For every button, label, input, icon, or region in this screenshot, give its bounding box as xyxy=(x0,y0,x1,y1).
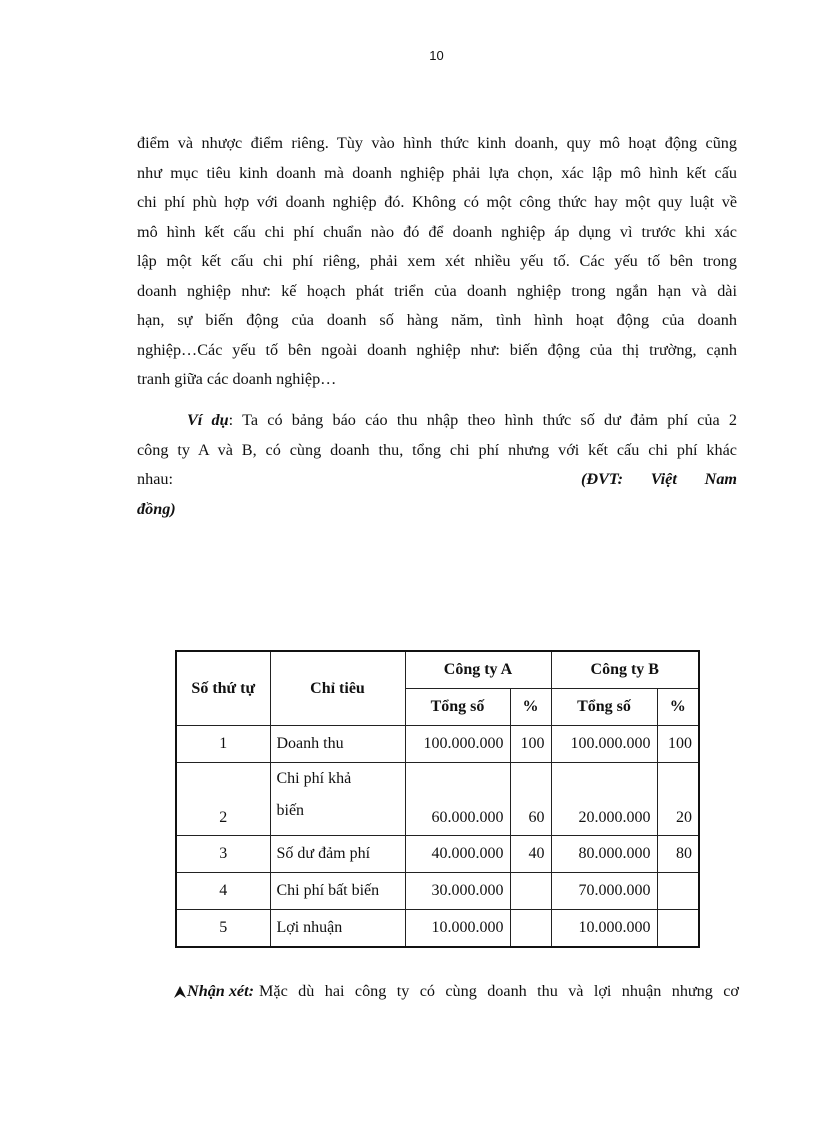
example-line xyxy=(137,465,737,495)
cell-a-total: 100.000.000 xyxy=(405,726,510,763)
cell-b-percent: 80 xyxy=(657,836,699,873)
paragraph-line: điểm và nhược điểm riêng. Tùy vào hình thức kinh doanh, quy mô hoạt động cũng xyxy=(137,134,737,152)
example-paragraph xyxy=(137,406,737,524)
header-a-percent: % xyxy=(510,689,551,726)
cell-label: Chi phí bất biến xyxy=(270,873,405,910)
paragraph-line: tranh giữa các doanh nghiệp… xyxy=(137,370,337,388)
table-header-row xyxy=(176,651,699,689)
cell-a-percent: 40 xyxy=(510,836,551,873)
cell-b-percent: 100 xyxy=(657,726,699,763)
cell-stt: 4 xyxy=(176,873,270,910)
header-chitieu: Chỉ tiêu xyxy=(270,651,405,726)
paragraph-line: mô hình kết cấu chi phí chuẩn nào đó để doanh nghiệp áp dụng vì trước khi xác xyxy=(137,222,737,241)
paragraph-line: hạn, sự biến động của doanh số hàng năm, tình hình hoạt động của doanh xyxy=(137,311,737,329)
cell-label: Lợi nhuận xyxy=(270,910,405,948)
remark-text: Mặc dù hai công ty có cùng doanh thu và lợi nhuận nhưng cơ xyxy=(259,982,739,1000)
cell-b-percent xyxy=(657,873,699,910)
table-row xyxy=(176,726,699,763)
paragraph-line: lập một kết cấu chi phí riêng, phải xem xét nhiều yếu tố. Các yếu tố bên trong xyxy=(137,252,737,270)
cell-stt: 5 xyxy=(176,910,270,948)
cell-stt: 1 xyxy=(176,726,270,763)
cell-label: Doanh thu xyxy=(270,726,405,763)
cell-b-total: 10.000.000 xyxy=(551,910,657,948)
cell-b-total: 70.000.000 xyxy=(551,873,657,910)
table-row xyxy=(176,763,699,836)
cell-a-percent: 100 xyxy=(510,726,551,763)
example-line: công ty A và B, có cùng doanh thu, tổng chi phí nhưng với kết cấu chi phí khác xyxy=(137,440,737,459)
header-stt: Số thứ tự xyxy=(176,651,270,726)
header-company-a: Công ty A xyxy=(405,651,551,689)
cell-b-total: 20.000.000 xyxy=(551,763,657,836)
cell-a-total: 10.000.000 xyxy=(405,910,510,948)
example-label: Ví dụ xyxy=(187,411,229,429)
cell-a-total: 30.000.000 xyxy=(405,873,510,910)
cell-b-total: 80.000.000 xyxy=(551,836,657,873)
cell-label-line: biến xyxy=(276,802,305,819)
header-a-total: Tổng số xyxy=(405,689,510,726)
unit-word: Việt xyxy=(650,470,677,488)
cell-a-percent: 60 xyxy=(510,763,551,836)
cell-a-total: 60.000.000 xyxy=(405,763,510,836)
cell-a-percent xyxy=(510,910,551,948)
income-statement-table xyxy=(175,650,700,948)
table-row xyxy=(176,873,699,910)
cell-b-total: 100.000.000 xyxy=(551,726,657,763)
cell-a-total: 40.000.000 xyxy=(405,836,510,873)
page-number: 10 xyxy=(429,48,444,63)
cell-b-percent xyxy=(657,910,699,948)
example-line xyxy=(137,406,737,436)
remark-line xyxy=(187,982,739,1001)
cell-label xyxy=(270,763,405,836)
unit-word: Nam xyxy=(704,470,737,488)
table-row xyxy=(176,836,699,873)
remark-label: Nhận xét: xyxy=(187,982,255,1000)
paragraph-line: như mục tiêu kinh doanh mà doanh nghiệp phải lựa chọn, xác lập mô hình kết cấu xyxy=(137,163,737,182)
table-row xyxy=(176,910,699,948)
paragraph-line: chi phí phù hợp với doanh nghiệp đó. Không có một công thức hay một quy luật về xyxy=(137,193,737,211)
paragraph-line: doanh nghiệp như: kế hoạch phát triển của doanh nghiệp trong ngắn hạn và dài xyxy=(137,281,737,300)
cell-b-percent: 20 xyxy=(657,763,699,836)
cell-stt: 3 xyxy=(176,836,270,873)
cell-stt: 2 xyxy=(176,763,270,836)
paragraph-line: nghiệp…Các yếu tố bên ngoài doanh nghiệp như: biến động của thị trường, cạnh xyxy=(137,340,737,359)
header-company-b: Công ty B xyxy=(551,651,699,689)
unit-word: (ĐVT: xyxy=(581,470,623,488)
example-line-text: : Ta có bảng báo cáo thu nhập theo hình thức số dư đảm phí của 2 xyxy=(228,411,737,429)
example-line-text: nhau: xyxy=(137,470,173,488)
header-b-percent: % xyxy=(657,689,699,726)
header-b-total: Tổng số xyxy=(551,689,657,726)
arrow-bullet-icon xyxy=(174,986,186,998)
currency-unit xyxy=(581,465,737,495)
unit-word: đồng) xyxy=(137,499,176,518)
body-paragraph xyxy=(137,129,737,395)
cell-a-percent xyxy=(510,873,551,910)
cell-label-line: Chi phí khả xyxy=(276,770,352,787)
cell-label: Số dư đảm phí xyxy=(270,836,405,873)
